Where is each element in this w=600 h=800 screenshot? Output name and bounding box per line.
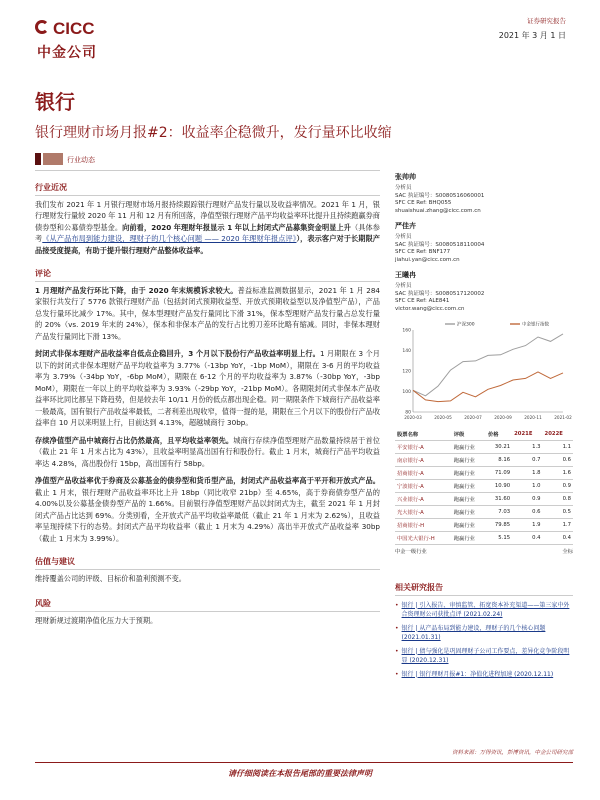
table-cell: 7.03	[486, 506, 512, 519]
comment-2-bold: 封闭式非保本理财产品收益率自低点企稳回升，3 个月以下股份行产品收益率明显上行。	[35, 349, 320, 358]
series-line-csi300	[413, 334, 563, 396]
table-cell: 兴业银行-A	[395, 493, 452, 506]
overview-text-1: 我们发布 2021 年 1 月银行理财市场月报持续跟踪银行理财产品发行量以及收益率情况。2021 年 1 月，银行理财发行量较 2020 年 11 月和 12 月有所回落，净值型银行理财产品平均收益率环比提升且持续跑赢券商债券型和公募债券型基金。	[35, 199, 380, 232]
table-row	[395, 532, 573, 545]
analyst-role: 分析员	[395, 185, 412, 191]
header-cell: 价格	[486, 428, 512, 441]
analyst-sac: SAC 执证编号：S0080517120002	[395, 290, 485, 297]
bullet-icon: •	[395, 647, 399, 655]
table-cell: 跑赢行业	[452, 532, 486, 545]
table-cell: 79.85	[486, 519, 512, 532]
comment-2-text: 1 月期限在 3 个月以下的封闭式非保本理财产品平均收益率为 3.77%（-13bp YoY，-1bp MoM），期限在 3-6 月的平均收益率为 3.79%（-34bp YoY，-6bp MoM），期限在 6-12 个月的平均收益率为 3.87%（-30bp YoY，-3bp MoM），期限在一年以上的平均收益率为 3.93%（-29bp YoY，-21bp MoM）。各期限封闭式非保本产品收益率环比同比都呈下降趋势，但是较去年 10/11 月份的低点都出现企稳。同一期限条件下城商行产品收益率一般最高，国有银行产品收益率最低，二者利差出现收窄，值得一提的是，期限在三个月以下的股份行产品收益率自 10 月以来明显上行，目前达到 4.13%，超越城商行 30bp。	[35, 349, 381, 427]
main-column	[35, 182, 380, 626]
header-cell: 2022E	[543, 428, 573, 441]
table-row	[395, 519, 573, 532]
table-cell: 1.8	[512, 467, 542, 480]
cicc-logo	[35, 16, 115, 66]
comment-1-text: 普益标准监测数据显示，2021 年 1 月 284 家银行共发行了 5776 款银行理财产品（包括封闭式预期收益型、开放式预期收益型以及净值型产品），产品总发行量环比减少 17%。其中，保本型理财产品发行量同比下滑 31%，保本型理财产品发行量占总发行量的 20%（vs. 2019 年末的 24%），保本和非保本产品的发行占比剪刀差环比略有缩减。同时，非保本理财产品发行量同比下滑 13%。	[35, 285, 380, 341]
table-cell: 10.90	[486, 480, 512, 493]
table-cell: 31.60	[486, 493, 512, 506]
table-cell: 中国光大银行-H	[395, 532, 452, 545]
table-footer-left: 中金一级行业	[395, 549, 427, 555]
table-cell: 招商银行-H	[395, 519, 452, 532]
comment-1-bold: 1 月理财产品发行环比下降，由于 2020 年末规模诉求较大。	[35, 285, 238, 295]
x-tick-label: 2021-02	[554, 415, 572, 420]
overview-bold-1: 向前看，2020 年理财年报显示 1 年以上封闭式产品募集资金明显上升	[122, 222, 351, 232]
comment-paragraph-4	[35, 475, 380, 544]
logo-cn: 中金公司	[37, 45, 97, 61]
table-cell: 1.3	[512, 441, 542, 454]
bullet-icon: •	[395, 670, 399, 678]
analyst-sfc: SFC CE Ref: BHQ055	[395, 200, 452, 206]
tag-label: 行业动态	[67, 156, 95, 164]
table-row	[395, 506, 573, 519]
comment-paragraph-1	[35, 285, 380, 343]
table-cell: 0.6	[543, 454, 573, 467]
related-item-text[interactable]: 银行 | 债与强化是巩固理财子公司工作要点，差异化竞争阶段明显 (2020.12.31)	[401, 647, 570, 664]
header-cell: 评级	[452, 428, 486, 441]
series-line-cicc-bank-index	[413, 372, 563, 402]
table-cell: 跑赢行业	[452, 454, 486, 467]
analyst-email[interactable]: victor.wang@cicc.com.cn	[395, 305, 465, 312]
report-title: 银行理财市场月报#2：收益率企稳微升，发行量环比收缩	[35, 125, 392, 141]
analyst-1	[395, 221, 573, 264]
table-cell: 0.9	[543, 480, 573, 493]
legend-label: 沪深300	[457, 322, 475, 328]
report-date: 2021 年 3 月 1 日	[498, 31, 566, 40]
section-comment-title: 评论	[35, 269, 51, 278]
table-cell: 5.15	[486, 532, 512, 545]
table-cell: 光大银行-A	[395, 506, 452, 519]
table-cell: 0.9	[512, 493, 542, 506]
y-tick-label: 80	[405, 410, 411, 416]
section-overview-title: 行业近况	[35, 183, 67, 192]
analyst-role: 分析员	[395, 234, 412, 240]
comment-paragraph-3	[35, 435, 380, 470]
analyst-0	[395, 172, 573, 215]
table-cell: 跑赢行业	[452, 519, 486, 532]
comment-rule	[35, 281, 380, 282]
table-row	[395, 493, 573, 506]
table-cell: 宁波银行-A	[395, 480, 452, 493]
table-footer-right: 全标	[562, 549, 573, 555]
table-cell: 1.1	[543, 441, 573, 454]
table-cell: 南京银行-A	[395, 454, 452, 467]
related-item-text[interactable]: 银行 | 银行理财月报#1：净值化进程加速 (2020.12.11)	[401, 670, 554, 678]
table-cell: 跑赢行业	[452, 467, 486, 480]
logo-en: CICC	[53, 19, 95, 38]
table-cell: 1.9	[512, 519, 542, 532]
table-cell: 0.8	[543, 493, 573, 506]
related-title: 相关研究报告	[395, 583, 443, 592]
analyst-name: 王曦冉	[395, 271, 416, 279]
related-item[interactable]	[395, 624, 573, 642]
overview-bold-2: ），表示客户对于长期限产品接受度提高，有助于提升银行理财产品整体收益率。	[35, 234, 380, 255]
comment-4-text: 截止 1 月末，银行理财产品收益率环比上升 18bp（同比收窄 21bp）至 4.65%，高于券商债券型产品的 4.00%以及公募基金债券型产品的 1.66%。目前银行净值型理财产品以封闭式为主，截至 2021 年 1 月封闭式产品占比达到 69%。分类别看，全开放式产品平均收益率最低（截止 21 年 1 月末为 2.62%），且收益率呈现持续下行的态势。封闭式产品平均收益率（截止 1 月末为 4.29%）高出半开放式产品收益率 30bp（截止 1 月末为 3.99%）。	[35, 487, 380, 543]
header-cell: 股票名称	[395, 428, 452, 441]
table-cell: 0.4	[512, 532, 542, 545]
side-column	[395, 172, 573, 313]
valuation-text: 维持覆盖公司的评级、目标价和盈利预测不变。	[35, 573, 186, 583]
table-cell: 30.21	[486, 441, 512, 454]
table-header-row	[395, 428, 573, 441]
related-item-text[interactable]: 银行 | 从产品布局到能力建设，理财子的几个核心问题 (2021.01.31)	[401, 624, 546, 641]
section-valuation-title: 估值与建议	[35, 557, 75, 566]
related-reports	[395, 582, 573, 684]
table-cell: 招商银行-A	[395, 467, 452, 480]
stocks-table-wrapper	[395, 428, 573, 555]
analyst-2	[395, 270, 573, 313]
table-cell: 跑赢行业	[452, 493, 486, 506]
bullet-icon: •	[395, 601, 399, 609]
table-cell: 0.6	[512, 506, 542, 519]
table-cell: 71.09	[486, 467, 512, 480]
analyst-name: 张帅帅	[395, 173, 416, 181]
stocks-table	[395, 428, 573, 545]
table-footer	[395, 547, 573, 555]
risk-text: 理财新规过渡期净值化压力大于预期。	[35, 615, 158, 625]
y-tick-label: 100	[402, 390, 411, 395]
header-cell: 2021E	[512, 428, 542, 441]
report-type: 证券研究报告	[527, 17, 566, 25]
table-row	[395, 441, 573, 454]
table-cell: 1.6	[543, 467, 573, 480]
valuation-rule	[35, 569, 380, 570]
analyst-sac: SAC 执证编号：S0080516060001	[395, 192, 485, 199]
table-cell: 跑赢行业	[452, 506, 486, 519]
overview-paragraph	[35, 199, 380, 257]
divider	[35, 170, 380, 171]
table-cell: 0.5	[543, 506, 573, 519]
footer-bar	[35, 762, 573, 763]
analyst-sfc: SFC CE Ref: BNF177	[395, 249, 451, 255]
comment-3-bold: 存续净值型产品中城商行占比仍然最高，且平均收益率领先。	[35, 435, 234, 445]
table-cell: 0.4	[543, 532, 573, 545]
x-tick-label: 2020-07	[464, 415, 482, 420]
x-tick-label: 2020-09	[494, 415, 512, 420]
overview-link[interactable]: 《从产品布局到能力建设，理财子的几个核心问题 —— 2020 年理财年报点评》	[42, 234, 297, 243]
x-tick-label: 2020-11	[524, 415, 542, 420]
footer-disclaimer: 请仔细阅读在本报告尾部的重要法律声明	[228, 769, 372, 778]
related-item-text[interactable]: 银行 | 引入报告、审慎监管、拓宽资本补充渠道——第三家中外合资理财公司获批点评 (2021.02.24)	[401, 601, 570, 618]
analyst-sfc: SFC CE Ref: ALE841	[395, 298, 450, 304]
table-cell: 0.7	[512, 454, 542, 467]
analyst-email[interactable]: shuaishuai.zhang@cicc.com.cn	[395, 207, 481, 214]
bullet-icon: •	[395, 624, 399, 632]
x-tick-label: 2020-05	[434, 415, 452, 420]
legend-label: 中金银行指数	[522, 322, 549, 328]
analyst-sac: SAC 执证编号：S0080518110004	[395, 241, 485, 248]
table-cell: 跑赢行业	[452, 480, 486, 493]
related-item[interactable]	[395, 670, 573, 679]
analyst-name: 严佳卉	[395, 222, 416, 230]
comment-3-text: 城商行存续净值型理财产品数量持续居于首位（截止 21 年 1 月末占比为 43%），且收益率明显高出国有行和股份行。截止 1 月末，城商行产品平均收益率达 4.28%，高出股份行 15bp，高出国有行 58bp。	[35, 435, 380, 468]
comment-paragraph-2	[35, 348, 380, 429]
y-tick-label: 140	[402, 349, 411, 354]
table-row	[395, 467, 573, 480]
x-tick-label: 2020-03	[404, 415, 422, 420]
table-cell: 1.7	[543, 519, 573, 532]
table-row	[395, 480, 573, 493]
risk-rule	[35, 611, 380, 612]
related-rule	[395, 595, 573, 596]
comment-4-bold: 净值型产品收益率优于券商及公募基金的债券型和货币型产品，封闭式产品收益率高于平开和开放式产品。	[35, 476, 380, 485]
y-tick-label: 120	[402, 369, 411, 375]
table-row	[395, 454, 573, 467]
table-cell: 跑赢行业	[452, 441, 486, 454]
tag-marker-icon	[35, 153, 41, 165]
overview-text-2: （具体参考	[35, 222, 380, 243]
sector-title: 银行	[35, 90, 75, 114]
analyst-role: 分析员	[395, 283, 412, 289]
overview-rule	[35, 195, 380, 196]
table-cell: 8.16	[486, 454, 512, 467]
footer-authors: 资料来源：万得资讯，彭博资讯，中金公司研究部	[451, 750, 573, 756]
index-chart	[395, 316, 573, 426]
analyst-email[interactable]: jiahui.yan@cicc.com.cn	[395, 256, 460, 263]
table-cell: 1.0	[512, 480, 542, 493]
tag-marker-icon-2	[43, 153, 63, 165]
related-item[interactable]	[395, 647, 573, 665]
table-cell: 平安银行-A	[395, 441, 452, 454]
related-item[interactable]	[395, 601, 573, 619]
section-risk-title: 风险	[35, 599, 51, 608]
y-tick-label: 160	[402, 328, 411, 334]
